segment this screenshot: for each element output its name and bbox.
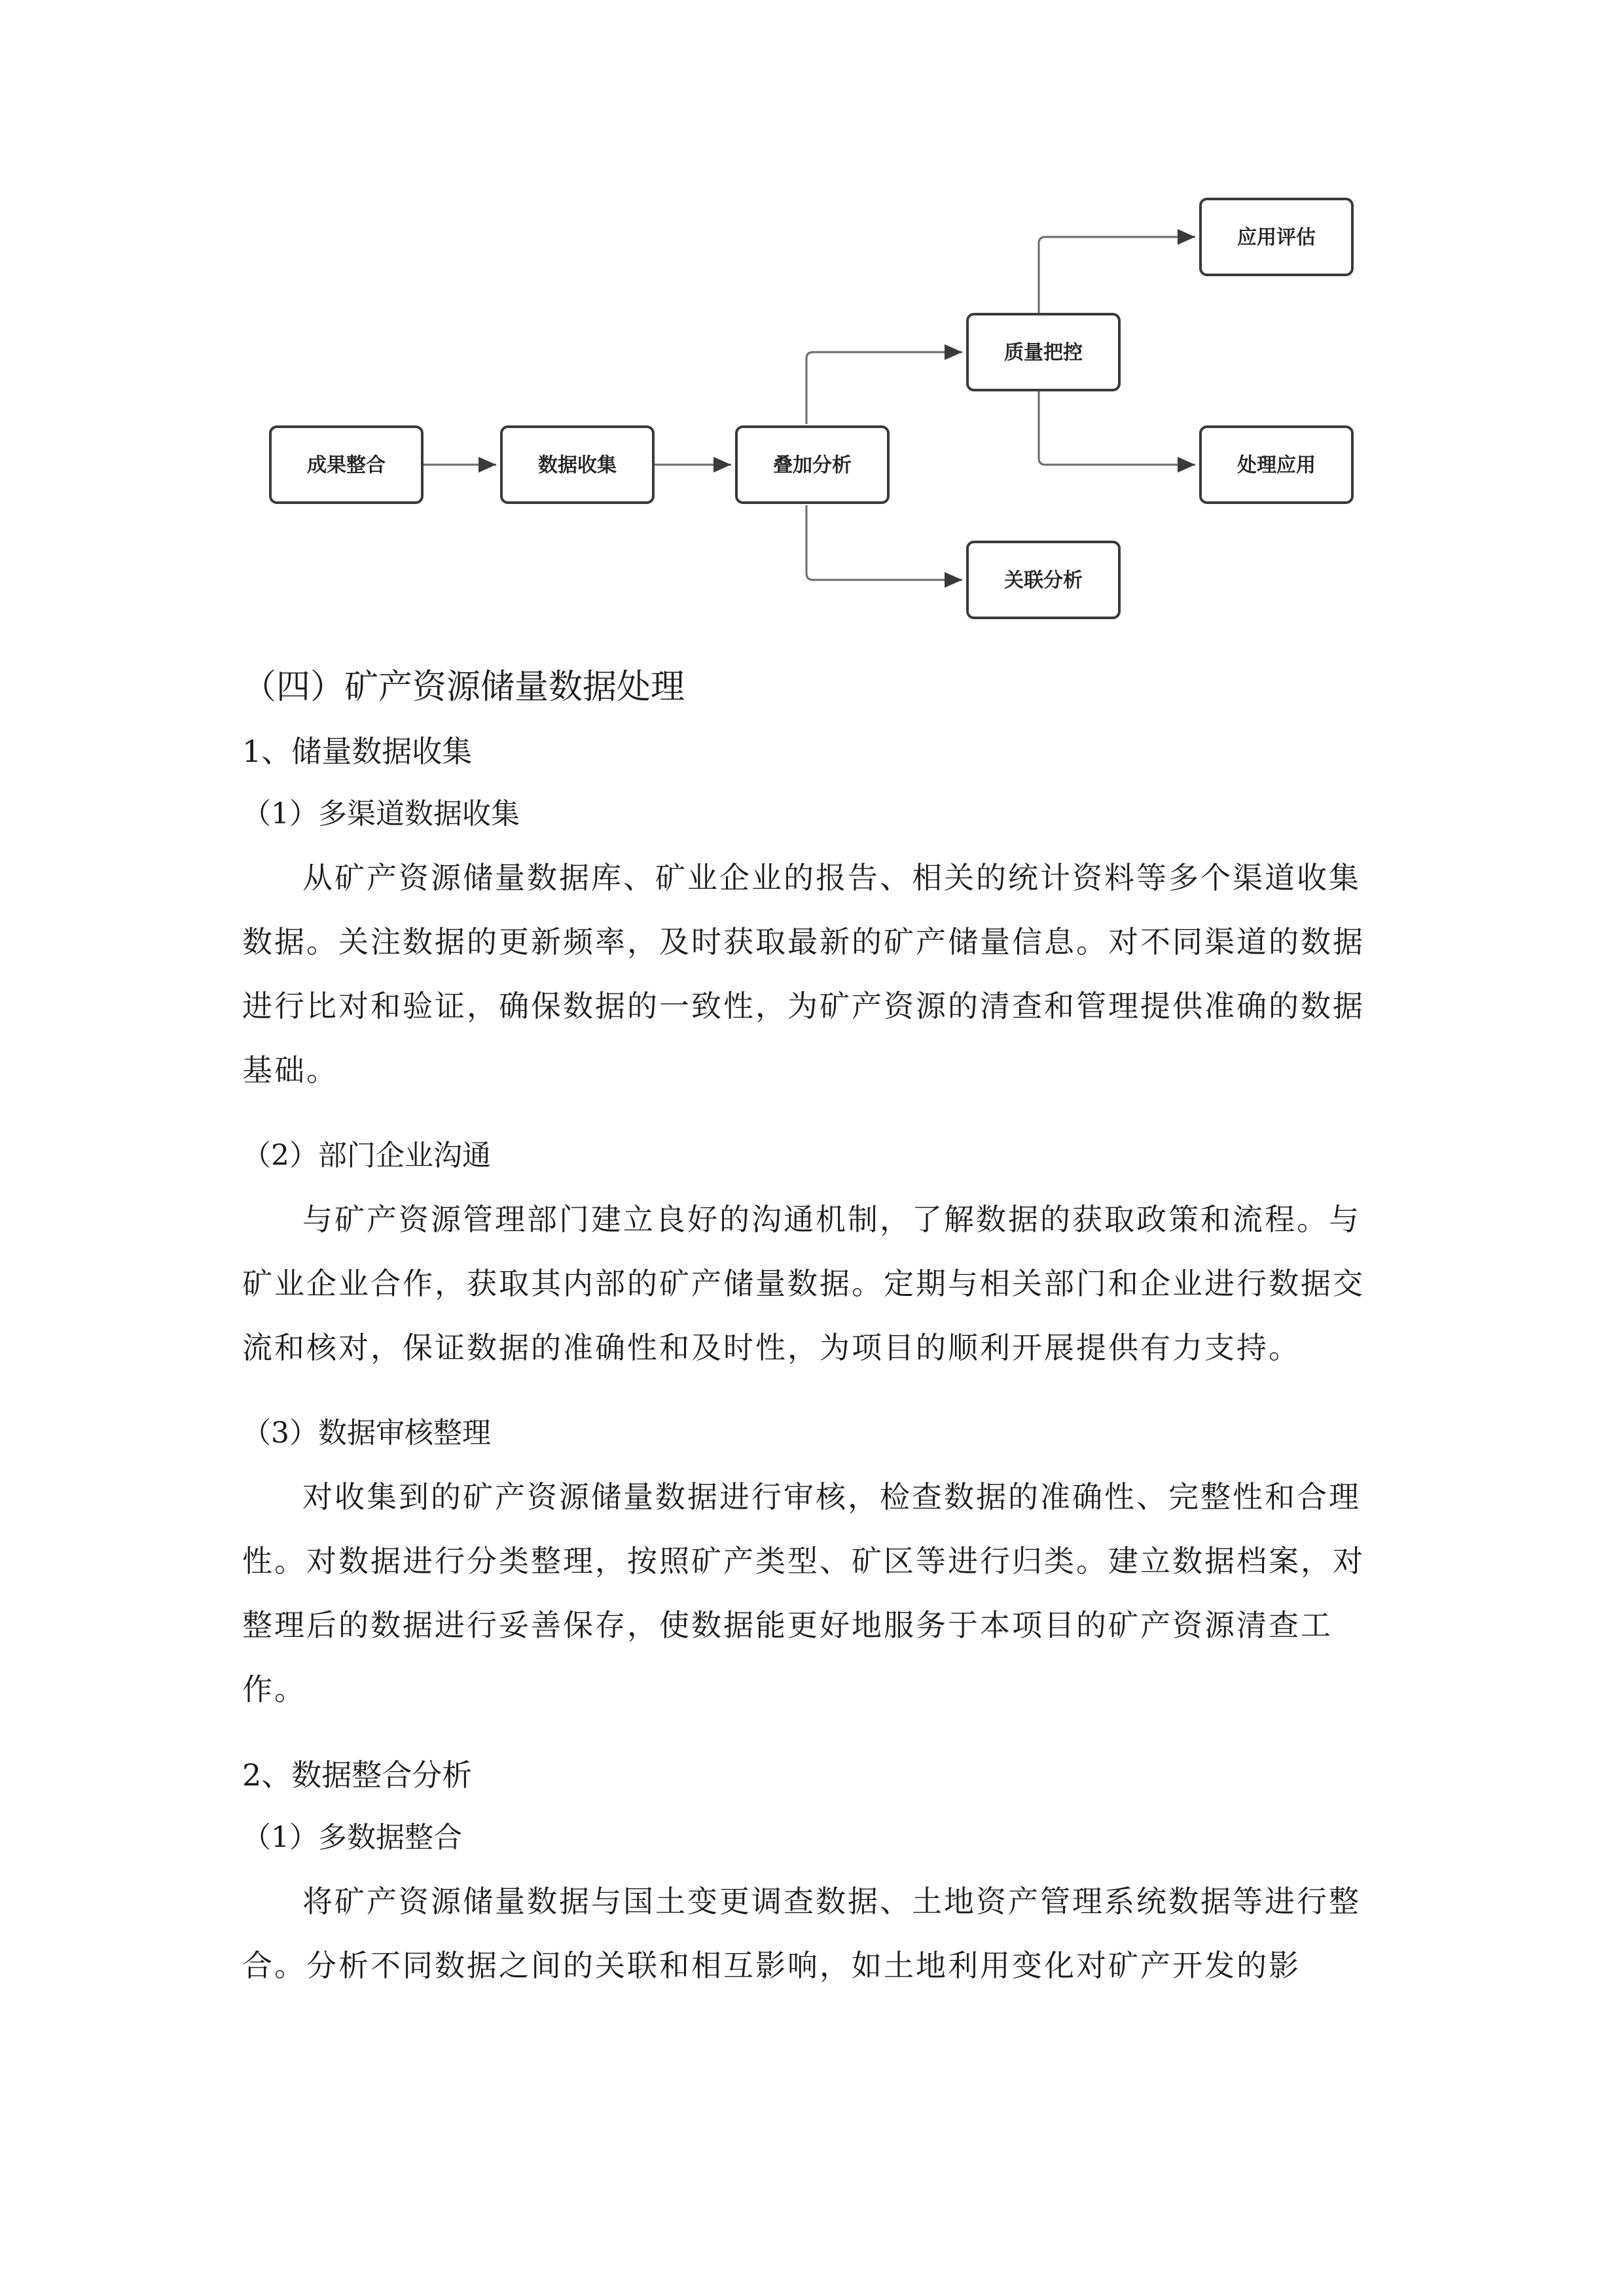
part1-item1-paragraph: 从矿产资源储量数据库、矿业企业的报告、相关的统计资料等多个渠道收集数据。关注数据的更新频率，及时获取最新的矿产储量信息。对不同渠道的数据进行比对和验证，确保数据的一致性，为矿产资源的清查和管理提供准确的数据基础。 — [242, 860, 1365, 1088]
part1-item3-heading: （3）数据审核整理 — [242, 1416, 491, 1450]
part1-item3-paragraph: 对收集到的矿产资源储量数据进行审核，检查数据的准确性、完整性和合理性。对数据进行分类整理，按照矿产类型、矿区等进行归类。建立数据档案，对整理后的数据进行妥善保存，使数据能更好地服务于本项目的矿产资源清查工作。 — [242, 1479, 1365, 1707]
arrow-diejia-to-zhiliang — [806, 352, 962, 424]
node-shuju — [501, 427, 653, 503]
flowchart-diagram — [0, 0, 1624, 655]
part1-item2-heading: （2）部门企业沟通 — [242, 1139, 491, 1172]
node-chuli — [1200, 427, 1352, 503]
arrow-zhiliang-to-yingyong — [1039, 237, 1195, 313]
part2-item1-heading: （1）多数据整合 — [242, 1821, 462, 1854]
part1-item1-heading: （1）多渠道数据收集 — [242, 797, 520, 831]
node-diejia-label: 叠加分析 — [773, 454, 852, 477]
node-zhiliang-label: 质量把控 — [1004, 341, 1083, 365]
node-guanlian-label: 关联分析 — [1004, 569, 1083, 592]
node-guanlian — [967, 542, 1119, 618]
part2-title: 2、数据整合分析 — [242, 1757, 473, 1793]
node-chuli-label: 处理应用 — [1237, 454, 1316, 477]
node-chengguo — [270, 427, 422, 503]
document-body — [242, 655, 1381, 1998]
node-yingyong — [1200, 199, 1352, 275]
part1-item2-paragraph: 与矿产资源管理部门建立良好的沟通机制，了解数据的获取政策和流程。与矿业企业合作，获取其内部的矿产储量数据。定期与相关部门和企业进行数据交流和核对，保证数据的准确性和及时性，为项目的顺利开展提供有力支持。 — [242, 1202, 1365, 1365]
spacer — [242, 1102, 1381, 1124]
spacer — [242, 1721, 1381, 1744]
node-zhiliang — [967, 314, 1119, 390]
node-diejia — [736, 427, 888, 503]
arrow-zhiliang-to-chuli — [1039, 391, 1195, 465]
node-shuju-label: 数据收集 — [538, 454, 617, 477]
flowchart-edges — [422, 237, 1195, 580]
spacer — [242, 1380, 1381, 1402]
arrow-diejia-to-guanlian — [806, 505, 962, 580]
node-chengguo-label: 成果整合 — [307, 454, 386, 477]
flowchart-nodes — [270, 199, 1352, 618]
part2-item1-paragraph: 将矿产资源储量数据与国土变更调查数据、土地资产管理系统数据等进行整合。分析不同数据之间的关联和相互影响，如土地利用变化对矿产开发的影 — [242, 1884, 1361, 1983]
node-yingyong-label: 应用评估 — [1237, 226, 1316, 249]
section-title: （四）矿产资源储量数据处理 — [242, 668, 685, 707]
part1-title: 1、储量数据收集 — [242, 734, 473, 769]
